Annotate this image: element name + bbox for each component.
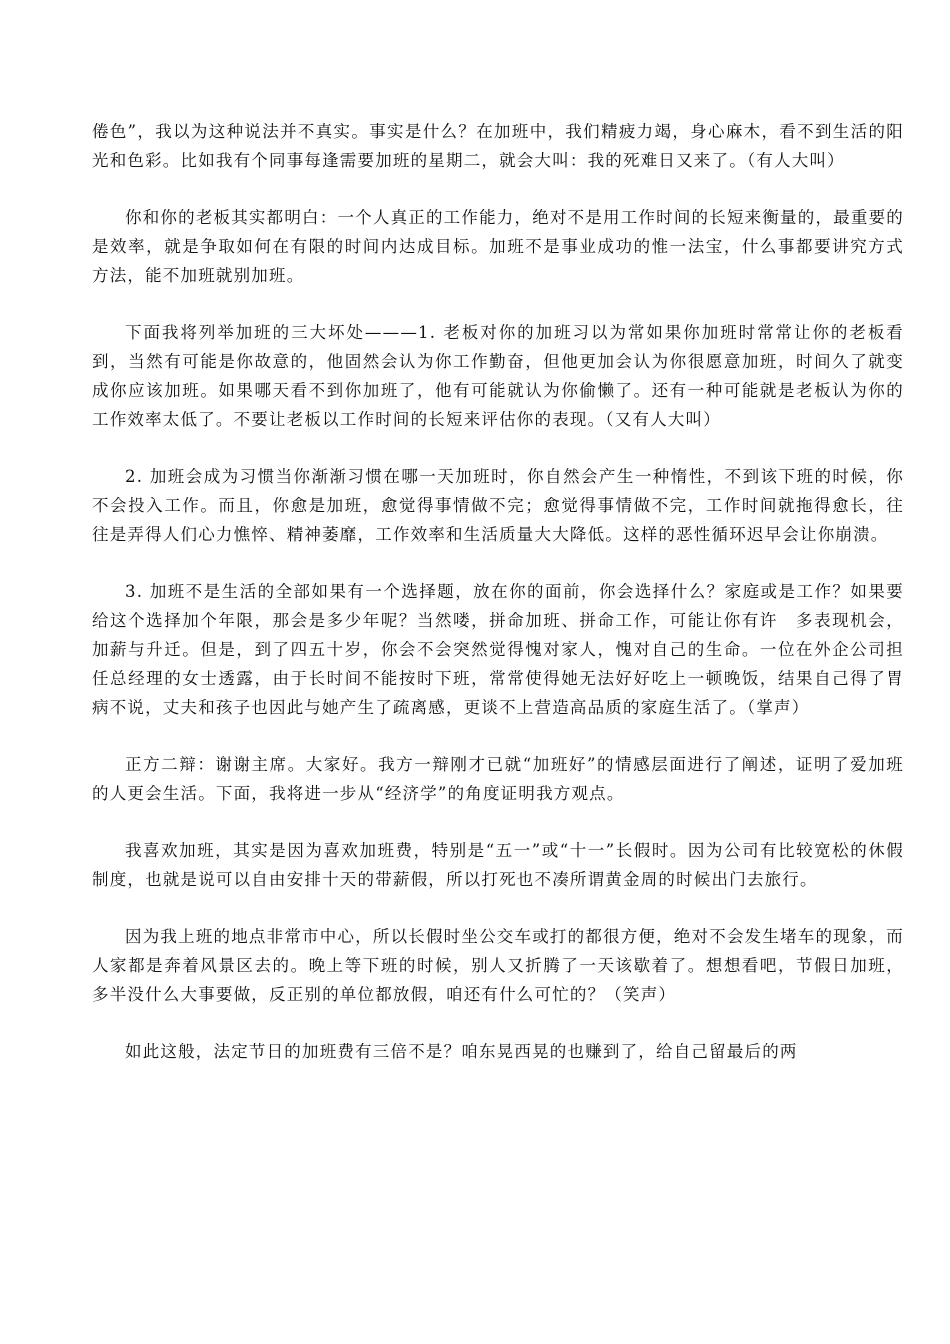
paragraph-7: 我喜欢加班，其实是因为喜欢加班费，特别是“五一”或“十一”长假时。因为公司有比较宽松的休假制度，也就是说可以自由安排十天的带薪假，所以打死也不凑所谓黄金周的时候出门去旅行。 (92, 841, 904, 889)
paragraph-4: 2. 加班会成为习惯当你渐渐习惯在哪一天加班时，你自然会产生一种惰性，不到该下班的时候，你不会投入工作。而且，你愈是加班，愈觉得事情做不完；愈觉得事情做不完，工作时间就拖得愈长，往往是弄得人们心力憔悴、精神萎靡，工作效率和生活质量大大降低。这样的恶性循环迟早会让你崩溃。 (92, 467, 904, 544)
paragraph-3: 下面我将列举加班的三大坏处———1. 老板对你的加班习以为常如果你加班时常常让你的老板看到，当然有可能是你故意的，他固然会认为你工作勤奋，但他更加会认为你很愿意加班，时间久了就变成你应该加班。如果哪天看不到你加班了，他有可能就认为你偷懒了。还有一种可能就是老板认为你的工作效率太低了。不要让老板以工作时间的长短来评估你的表现。（又有人大叫） (92, 323, 904, 429)
paragraph-1: 倦色”，我以为这种说法并不真实。事实是什么？在加班中，我们精疲力竭，身心麻木，看不到生活的阳光和色彩。比如我有个同事每逢需要加班的星期二，就会大叫：我的死难日又来了。（有人大叫） (92, 122, 904, 170)
paragraph-9: 如此这般，法定节日的加班费有三倍不是？咱东晃西晃的也赚到了，给自己留最后的两 (125, 1042, 798, 1061)
paragraph-5: 3. 加班不是生活的全部如果有一个选择题，放在你的面前，你会选择什么？家庭或是工作？如果要给这个选择加个年限，那会是多少年呢？当然喽，拼命加班、拼命工作，可能让你有许 多表现机会，加薪与升迁。但是，到了四五十岁，你会不会突然觉得愧对家人，愧对自己的生命。一位在外企公司担任总经理的女士透露，由于长时间不能按时下班，常常使得她无法好好吃上一顿晚饭，结果自己得了胃病不说，丈夫和孩子也因此与她产生了疏离感，更谈不上营造高品质的家庭生活了。（掌声） (92, 582, 904, 717)
paragraph-2: 你和你的老板其实都明白：一个人真正的工作能力，绝对不是用工作时间的长短来衡量的，最重要的是效率，就是争取如何在有限的时间内达成目标。加班不是事业成功的惟一法宝，什么事都要讲究方式方法，能不加班就别加班。 (92, 208, 904, 285)
paragraph-8: 因为我上班的地点非常市中心，所以长假时坐公交车或打的都很方便，绝对不会发生堵车的现象，而人家都是奔着风景区去的。晚上等下班的时候，别人又折腾了一天该歇着了。想想看吧，节假日加班，多半没什么大事要做，反正别的单位都放假，咱还有什么可忙的？（笑声） (92, 927, 904, 1004)
document-page (92, 117, 904, 1094)
paragraph-6: 正方二辩：谢谢主席。大家好。我方一辩刚才已就“加班好”的情感层面进行了阐述，证明了爱加班的人更会生活。下面，我将进一步从“经济学”的角度证明我方观点。 (92, 755, 904, 803)
